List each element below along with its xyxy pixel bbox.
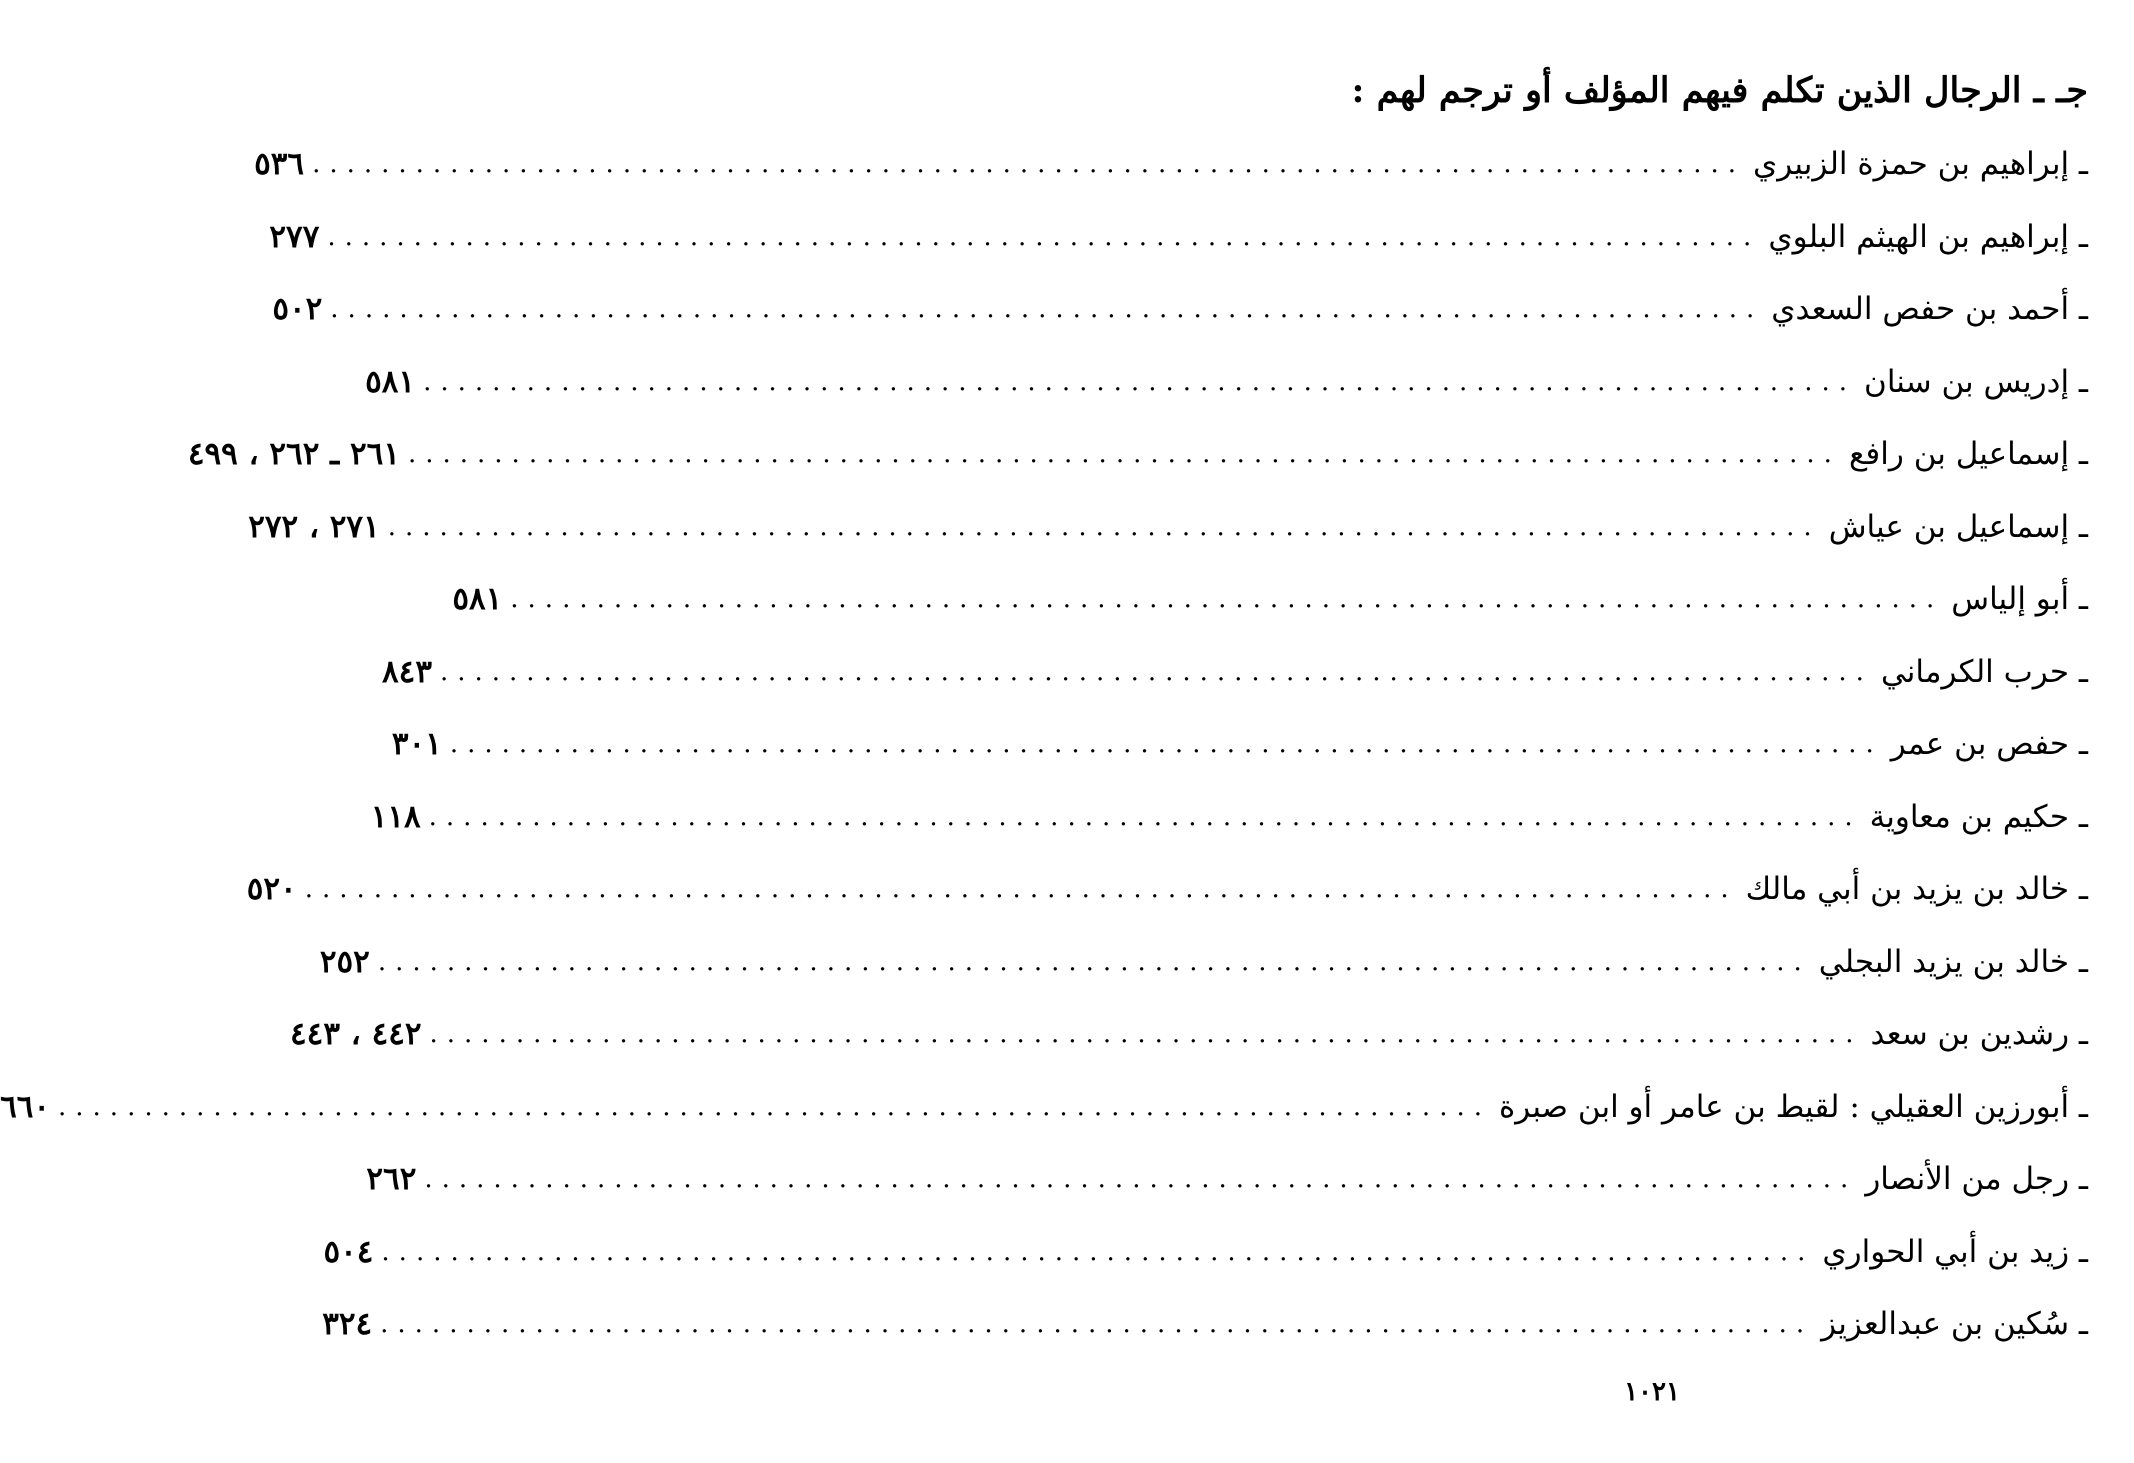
dot-leader: ................................................................................... <box>428 801 1862 832</box>
entry-page-refs: ٢٥٢ <box>319 943 370 980</box>
entry-page-refs: ١١٨ <box>370 798 421 835</box>
entry-page-refs: ٨٤٣ <box>382 653 432 690</box>
dot-leader: ................................................................................... <box>380 1309 1814 1340</box>
entry-page-refs: ٣٢٤ <box>322 1306 373 1343</box>
index-entry <box>391 708 2088 781</box>
entry-name: ـ خالد بن يزيد بن أبي مالك <box>1745 871 2088 908</box>
index-entry <box>0 1071 2088 1144</box>
entry-page-refs: ٥٨١ <box>452 581 503 618</box>
section-heading: جـ ـ الرجال الذين تكلم فيهم المؤلف أو ترجم لهم : <box>1351 70 2088 111</box>
dot-leader: ................................................................................... <box>423 366 1857 397</box>
dot-leader: ................................................................................... <box>58 1091 1491 1122</box>
entry-page-refs: ٥٢٠ <box>246 871 297 908</box>
dot-leader: ................................................................................... <box>304 874 1738 905</box>
entry-name: ـ إسماعيل بن عياش <box>1828 508 2088 545</box>
entry-page-refs: ٢٧٧ <box>269 218 320 255</box>
dot-leader: ................................................................................... <box>439 656 1873 687</box>
dot-leader: ................................................................................... <box>407 439 1841 470</box>
index-entry <box>382 636 2088 709</box>
index-entry <box>366 1143 2088 1216</box>
index-entry <box>290 998 2088 1071</box>
dot-leader: ................................................................................... <box>449 729 1883 760</box>
dot-leader: ................................................................................... <box>429 1019 1863 1050</box>
page-number: ١٠٢١ <box>1624 1377 1680 1407</box>
index-entry <box>246 853 2088 926</box>
entry-page-refs: ٥٨١ <box>365 363 416 400</box>
entry-name: ـ إبراهيم بن حمزة الزبيري <box>1753 146 2088 183</box>
dot-leader: ................................................................................... <box>312 149 1746 180</box>
dot-leader: ................................................................................... <box>510 584 1944 615</box>
index-entry <box>272 273 2088 346</box>
entry-name: ـ إبراهيم بن الهيثم البلوي <box>1768 218 2088 255</box>
index-entry <box>269 201 2088 274</box>
entry-name: ـ إسماعيل بن رافع <box>1848 436 2088 473</box>
dot-leader: ................................................................................... <box>327 221 1761 252</box>
entry-page-refs: ٢٦١ ـ ٢٦٢ ، ٤٩٩ <box>187 436 400 473</box>
entry-page-refs: ٢٦٢ <box>366 1161 417 1198</box>
dot-leader: ................................................................................... <box>381 1236 1815 1267</box>
entry-name: ـ رشدين بن سعد <box>1870 1016 2088 1053</box>
entry-name: ـ أحمد بن حفص السعدي <box>1771 291 2088 328</box>
entry-page-refs: ٦٦٠ <box>0 1088 51 1125</box>
entry-name: ـ رجل من الأنصار <box>1865 1161 2088 1198</box>
entry-name: ـ حكيم بن معاوية <box>1869 798 2088 835</box>
entry-name: ـ سُكين بن عبدالعزيز <box>1821 1306 2088 1343</box>
index-entry <box>452 563 2088 636</box>
entry-name: ـ زيد بن أبي الحواري <box>1822 1233 2088 1270</box>
entry-name: ـ حفص بن عمر <box>1890 726 2088 763</box>
entry-page-refs: ٣٠١ <box>391 726 442 763</box>
index-entry <box>254 128 2088 201</box>
dot-leader: ................................................................................... <box>387 511 1821 542</box>
entry-page-refs: ٢٧١ ، ٢٧٢ <box>248 508 380 545</box>
entry-name: ـ خالد بن يزيد البجلي <box>1818 943 2088 980</box>
index-entry <box>365 346 2088 419</box>
entry-page-refs: ٥٠٤ <box>323 1233 374 1270</box>
entry-page-refs: ٤٤٢ ، ٤٤٣ <box>290 1016 422 1053</box>
index-entry <box>248 491 2088 564</box>
dot-leader: ................................................................................... <box>424 1164 1858 1195</box>
entry-name: ـ حرب الكرماني <box>1880 653 2088 690</box>
entry-page-refs: ٥٣٦ <box>254 146 305 183</box>
index-entry <box>319 926 2088 999</box>
narrator-index-list <box>0 128 2088 1361</box>
entry-name: ـ أبورزين العقيلي : لقيط بن عامر أو ابن صبرة <box>1498 1088 2088 1125</box>
index-entry <box>323 1216 2088 1289</box>
dot-leader: ................................................................................... <box>330 294 1764 325</box>
entry-page-refs: ٥٠٢ <box>272 291 323 328</box>
entry-name: ـ إدريس بن سنان <box>1864 363 2088 400</box>
entry-name: ـ أبو إلياس <box>1951 581 2088 618</box>
index-entry <box>322 1288 2088 1361</box>
index-entry <box>187 418 2088 491</box>
index-entry <box>370 781 2088 854</box>
dot-leader: ................................................................................... <box>377 946 1811 977</box>
